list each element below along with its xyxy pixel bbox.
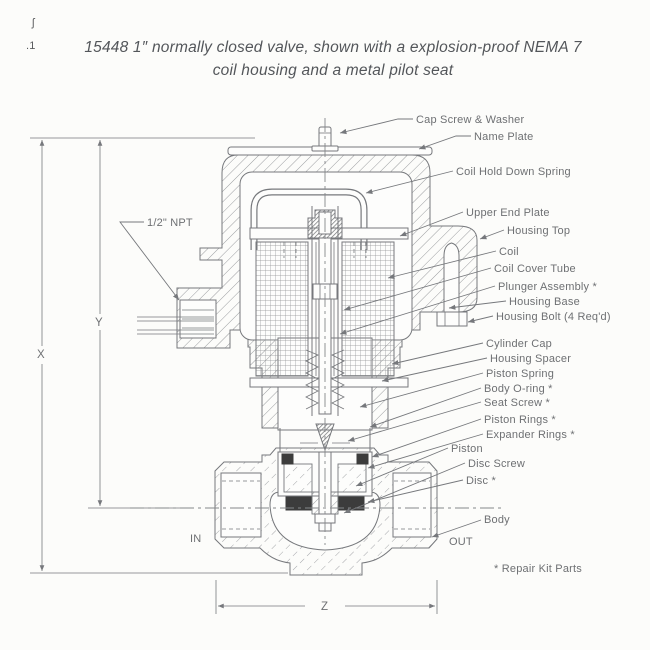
housing-section (137, 127, 477, 460)
label-coil-hold-down-spring: Coil Hold Down Spring (456, 166, 571, 178)
label-housing-base: Housing Base (509, 296, 580, 308)
label-body-o-ring: Body O-ring * (484, 383, 553, 395)
label-npt: 1/2" NPT (147, 217, 193, 229)
label-upper-end-plate: Upper End Plate (466, 207, 550, 219)
corner-mark-1: ʃ (32, 17, 35, 29)
label-expander-rings: Expander Rings * (486, 429, 575, 441)
label-cap-screw: Cap Screw & Washer (416, 114, 525, 126)
label-housing-bolt: Housing Bolt (4 Req'd) (496, 311, 611, 323)
label-cylinder-cap: Cylinder Cap (486, 338, 552, 350)
title-line-1: 15448 1″ normally closed valve, shown with a explosion-proof NEMA 7 (84, 39, 582, 56)
dim-z: Z (321, 601, 329, 613)
label-disc: Disc * (466, 475, 496, 487)
label-body: Body (484, 514, 510, 526)
label-plunger-assembly: Plunger Assembly * (498, 281, 597, 293)
piston-ring-left (282, 454, 293, 464)
footnote-repair-kit: * Repair Kit Parts (494, 563, 582, 575)
coil-winding-left (256, 242, 308, 376)
label-coil: Coil (499, 246, 519, 258)
label-name-plate: Name Plate (474, 131, 534, 143)
label-disc-screw: Disc Screw (468, 458, 526, 470)
label-housing-spacer: Housing Spacer (490, 353, 572, 365)
label-piston: Piston (451, 443, 483, 455)
dim-x: X (37, 349, 45, 361)
label-coil-cover-tube: Coil Cover Tube (494, 263, 576, 275)
label-housing-top: Housing Top (507, 225, 571, 237)
label-piston-spring: Piston Spring (486, 368, 555, 380)
title-line-2: coil housing and a metal pilot seat (212, 62, 454, 79)
inlet-port (221, 473, 261, 537)
label-out: OUT (449, 536, 473, 548)
valve-body-section (215, 443, 437, 575)
outlet-port (393, 473, 431, 537)
dim-y: Y (95, 317, 103, 329)
label-piston-rings: Piston Rings * (484, 414, 556, 426)
corner-mark-2: .1 (26, 40, 36, 52)
label-in: IN (190, 533, 202, 545)
label-seat-screw: Seat Screw * (484, 397, 550, 409)
piston-ring-right (357, 454, 368, 464)
coil-winding-right (342, 242, 394, 376)
